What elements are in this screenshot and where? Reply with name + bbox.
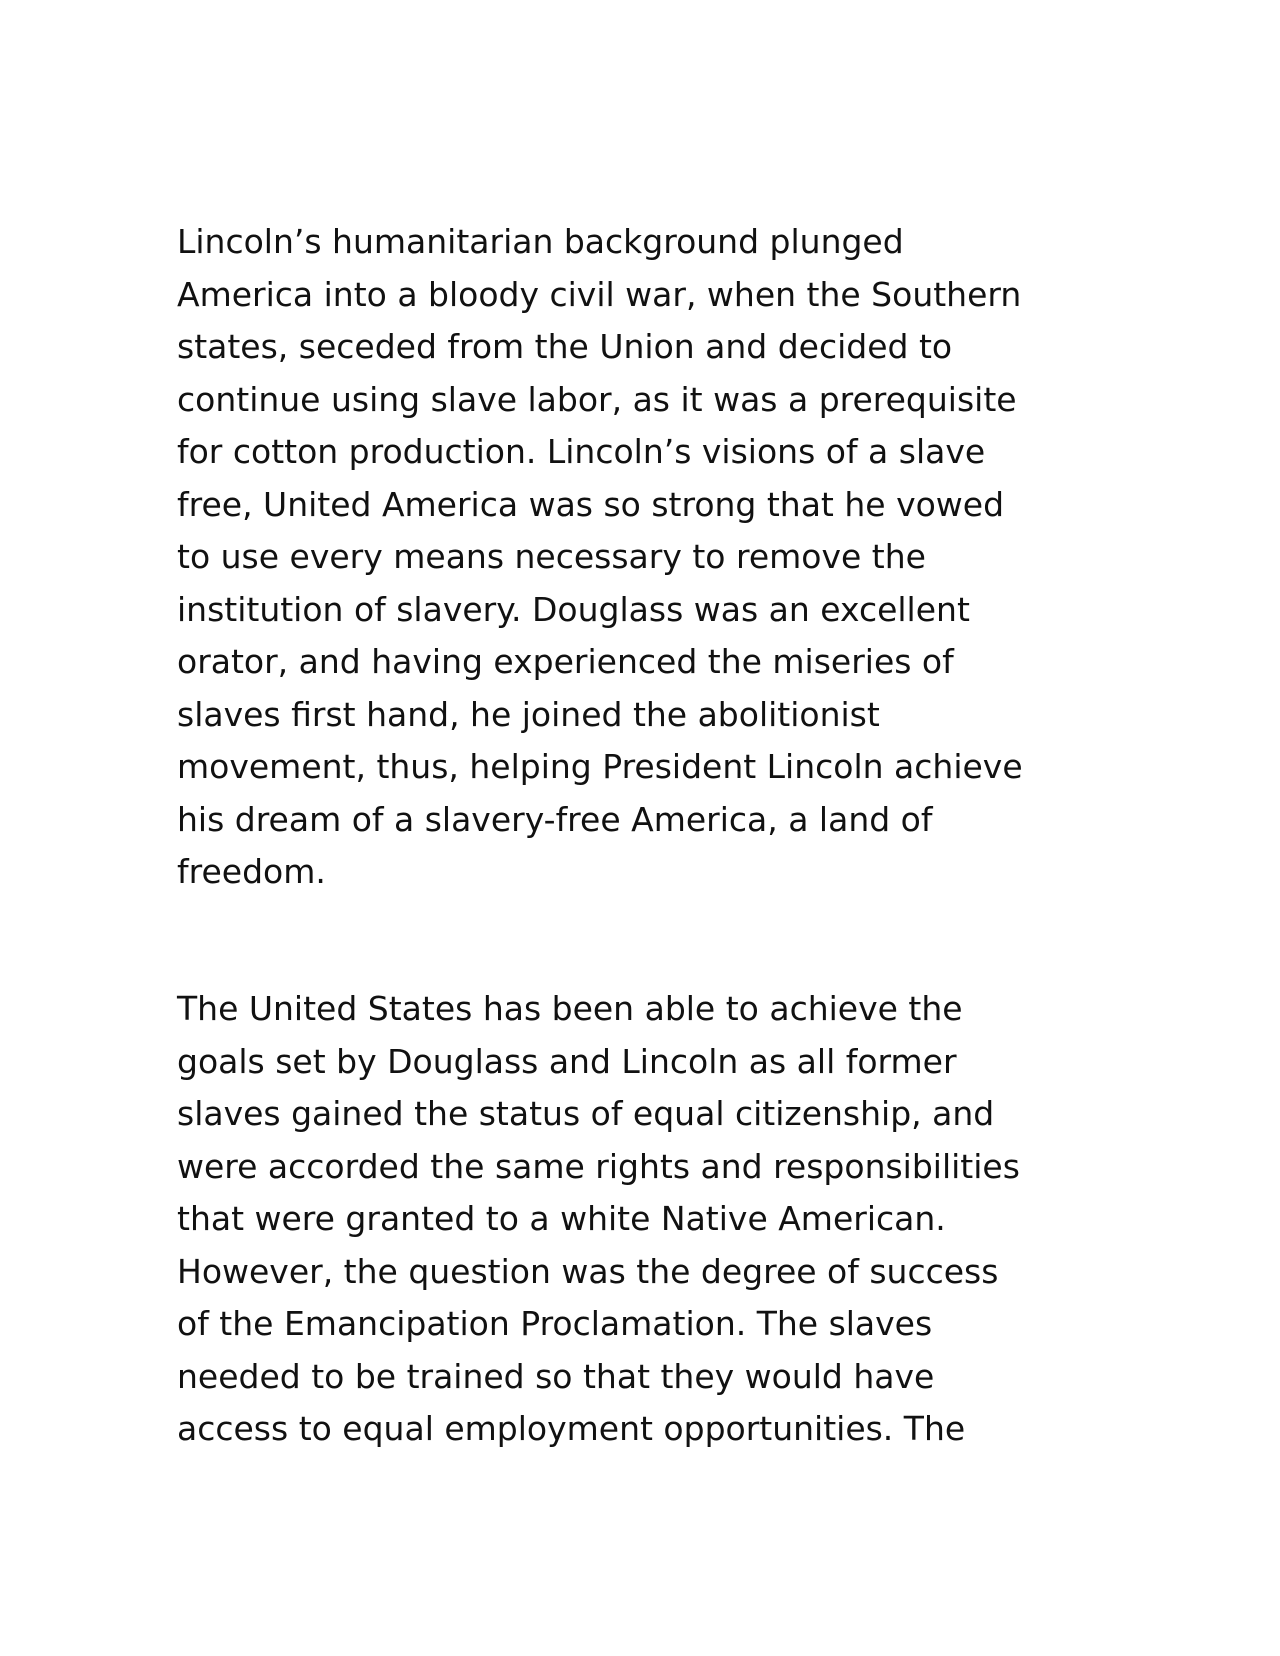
text-line: of the Emancipation Proclamation. The slaves bbox=[177, 1304, 933, 1343]
text-line: orator, and having experienced the miseries of bbox=[177, 642, 954, 681]
text-line: Lincoln’s humanitarian background plunged bbox=[177, 222, 904, 261]
text-line: movement, thus, helping President Lincoln achieve bbox=[177, 747, 1023, 786]
text-line: freedom. bbox=[177, 852, 326, 891]
text-line: slaves gained the status of equal citizenship, and bbox=[177, 1094, 995, 1133]
text-line: needed to be trained so that they would have bbox=[177, 1356, 935, 1396]
text-line: continue using slave labor, as it was a prerequisite bbox=[177, 379, 1017, 419]
text-line: his dream of a slavery-free America, a land of bbox=[177, 799, 933, 839]
paragraph-1 bbox=[177, 216, 1117, 899]
text-line: that were granted to a white Native American. bbox=[177, 1199, 946, 1238]
text-line: free, United America was so strong that he vowed bbox=[177, 484, 1005, 524]
text-line: The United States has been able to achieve the bbox=[177, 989, 963, 1028]
text-line: states, seceded from the Union and decided to bbox=[177, 327, 953, 366]
paragraph-2 bbox=[177, 983, 1117, 1456]
text-line: to use every means necessary to remove the bbox=[177, 537, 926, 576]
text-line: for cotton production. Lincoln’s visions of a slave bbox=[177, 432, 986, 471]
text-line: access to equal employment opportunities. The bbox=[177, 1409, 966, 1448]
text-line: slaves first hand, he joined the abolitionist bbox=[177, 694, 880, 734]
text-line: America into a bloody civil war, when the Southern bbox=[177, 274, 1022, 314]
text-line: institution of slavery. Douglass was an excellent bbox=[177, 589, 970, 629]
text-line: were accorded the same rights and responsibilities bbox=[177, 1146, 1020, 1186]
text-line: goals set by Douglass and Lincoln as all former bbox=[177, 1041, 957, 1081]
text-line: However, the question was the degree of success bbox=[177, 1251, 999, 1291]
